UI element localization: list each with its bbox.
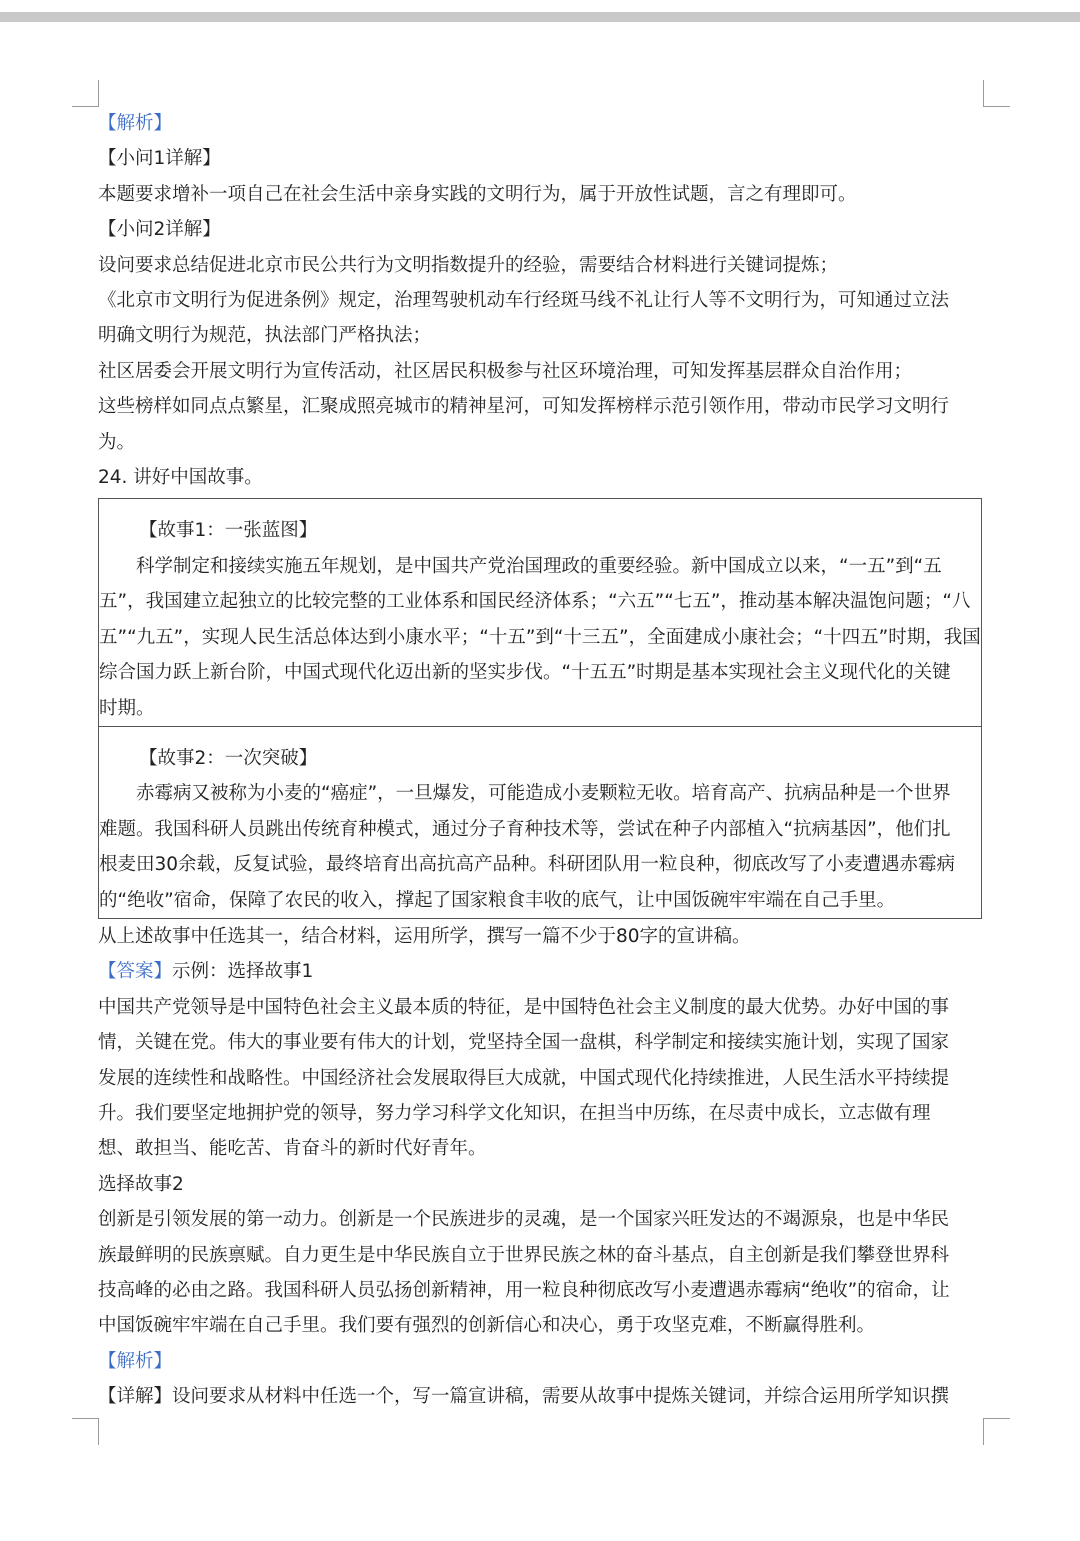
q1-heading: 【小问1详解】 xyxy=(98,148,221,170)
story-1-line: 综合国力跃上新台阶，中国式现代化迈出新的坚实步伐。“十五五”时期是基本实现社会主义现代化的关键 xyxy=(99,662,951,684)
document-body xyxy=(98,106,982,1415)
analysis-2-tag: 【解析】 xyxy=(98,1350,173,1372)
story-2-title: 【故事2：一次突破】 xyxy=(139,747,318,769)
answer-story1-line: 升。我们要坚定地拥护党的领导，努力学习科学文化知识，在担当中历练，在尽责中成长，立志做有理 xyxy=(98,1102,931,1124)
answer-heading xyxy=(98,954,982,989)
q2-line: 明确文明行为规范，执法部门严格执法； xyxy=(98,325,432,347)
story-1 xyxy=(99,499,981,725)
q2-line: 这些榜样如同点点繁星，汇聚成照亮城市的精神星河，可知发挥榜样示范引领作用，带动市民学习文明行 xyxy=(98,396,950,418)
q2-line: 社区居委会开展文明行为宣传活动，社区居民积极参与社区环境治理，可知发挥基层群众自治作用； xyxy=(98,360,913,382)
story-1-line: 时期。 xyxy=(99,697,155,719)
answer-story1-line: 情，关键在党。伟大的事业要有伟大的计划，党坚持全国一盘棋，科学制定和接续实施计划，实现了国家 xyxy=(98,1032,950,1054)
answer-story2-line: 技高峰的必由之路。我国科研人员弘扬创新精神，用一粒良种彻底改写小麦遭遇赤霉病“绝收”的宿命，让 xyxy=(98,1280,950,1301)
answer-story2-line: 中国饭碗牢牢端在自己手里。我们要有强烈的创新信心和决心，勇于攻坚克难，不断赢得胜利。 xyxy=(98,1315,876,1337)
answer-example-label: 示例：选择故事1 xyxy=(172,961,314,983)
answer-story1-line: 想、敢担当、能吃苦、肯奋斗的新时代好青年。 xyxy=(98,1138,487,1160)
page-corner-mark-top-right xyxy=(983,80,1010,107)
answer-tag: 【答案】 xyxy=(98,961,173,983)
story-1-title: 【故事1：一张蓝图】 xyxy=(139,520,318,542)
detail-line xyxy=(98,1379,982,1414)
story-2-line: 的“绝收”宿命，保障了农民的收入，撑起了国家粮食丰收的底气，让中国饭碗牢牢端在自己手里。 xyxy=(99,889,896,911)
answer-story2-line: 族最鲜明的民族禀赋。自力更生是中华民族自立于世界民族之林的奋斗基点，自主创新是我们攀登世界科 xyxy=(98,1244,950,1266)
story-1-line: 五”，我国建立起独立的比较完整的工业体系和国民经济体系；“六五”“七五”，推动基本解决温饱问题；“八 xyxy=(99,591,971,613)
detail-tag: 【详解】 xyxy=(98,1386,173,1408)
q1-text: 本题要求增补一项自己在社会生活中亲身实践的文明行为，属于开放性试题，言之有理即可。 xyxy=(98,183,857,205)
analysis-tag: 【解析】 xyxy=(98,113,173,134)
story-2 xyxy=(99,726,981,918)
story-2-line: 难题。我国科研人员跳出传统育种模式，通过分子育种技术等，尝试在种子内部植入“抗病基因”，他们扎 xyxy=(99,818,951,840)
page-corner-mark-bottom-right xyxy=(983,1418,1010,1445)
story-2-line: 赤霉病又被称为小麦的“癌症”，一旦爆发，可能造成小麦颗粒无收。培育高产、抗病品种是一个世界 xyxy=(136,783,951,805)
answer-story2-line: 创新是引领发展的第一动力。创新是一个民族进步的灵魂，是一个国家兴旺发达的不竭源泉，也是中华民 xyxy=(98,1209,950,1231)
story-2-line: 根麦田30余载，反复试验，最终培育出高抗高产品种。科研团队用一粒良种，彻底改写了小麦遭遇赤霉病 xyxy=(99,854,956,876)
q2-line: 《北京市文明行为促进条例》规定，治理驾驶机动车行经斑马线不礼让行人等不文明行为，可知通过立法 xyxy=(98,290,950,312)
question-24-prompt: 从上述故事中任选其一，结合材料，运用所学，撰写一篇不少于80字的宣讲稿。 xyxy=(98,925,751,947)
page-corner-mark-bottom-left xyxy=(72,1418,99,1445)
q2-line: 设问要求总结促进北京市民公共行为文明指数提升的经验，需要结合材料进行关键词提炼； xyxy=(98,254,839,276)
q2-line: 为。 xyxy=(98,431,136,453)
answer-story1-line: 发展的连续性和战略性。中国经济社会发展取得巨大成就，中国式现代化持续推进，人民生活水平持续提 xyxy=(98,1067,950,1089)
story-1-line: 科学制定和接续实施五年规划，是中国共产党治国理政的重要经验。新中国成立以来，“一五”到“五 xyxy=(136,555,942,577)
page-corner-mark-top-left xyxy=(72,80,99,107)
q2-heading: 【小问2详解】 xyxy=(98,219,221,241)
stories-table xyxy=(98,498,982,918)
story-1-line: 五”“九五”，实现人民生活总体达到小康水平；“十五”到“十三五”，全面建成小康社会；“十四五”时期，我国 xyxy=(99,626,981,648)
viewer-top-bar xyxy=(0,0,1080,22)
answer-story2-label: 选择故事2 xyxy=(98,1173,184,1195)
question-24-title: 24. 讲好中国故事。 xyxy=(98,467,263,489)
answer-story1-line: 中国共产党领导是中国特色社会主义最本质的特征，是中国特色社会主义制度的最大优势。办好中国的事 xyxy=(98,996,950,1018)
detail-text: 设问要求从材料中任选一个，写一篇宣讲稿，需要从故事中提炼关键词，并综合运用所学知识撰 xyxy=(172,1386,950,1408)
